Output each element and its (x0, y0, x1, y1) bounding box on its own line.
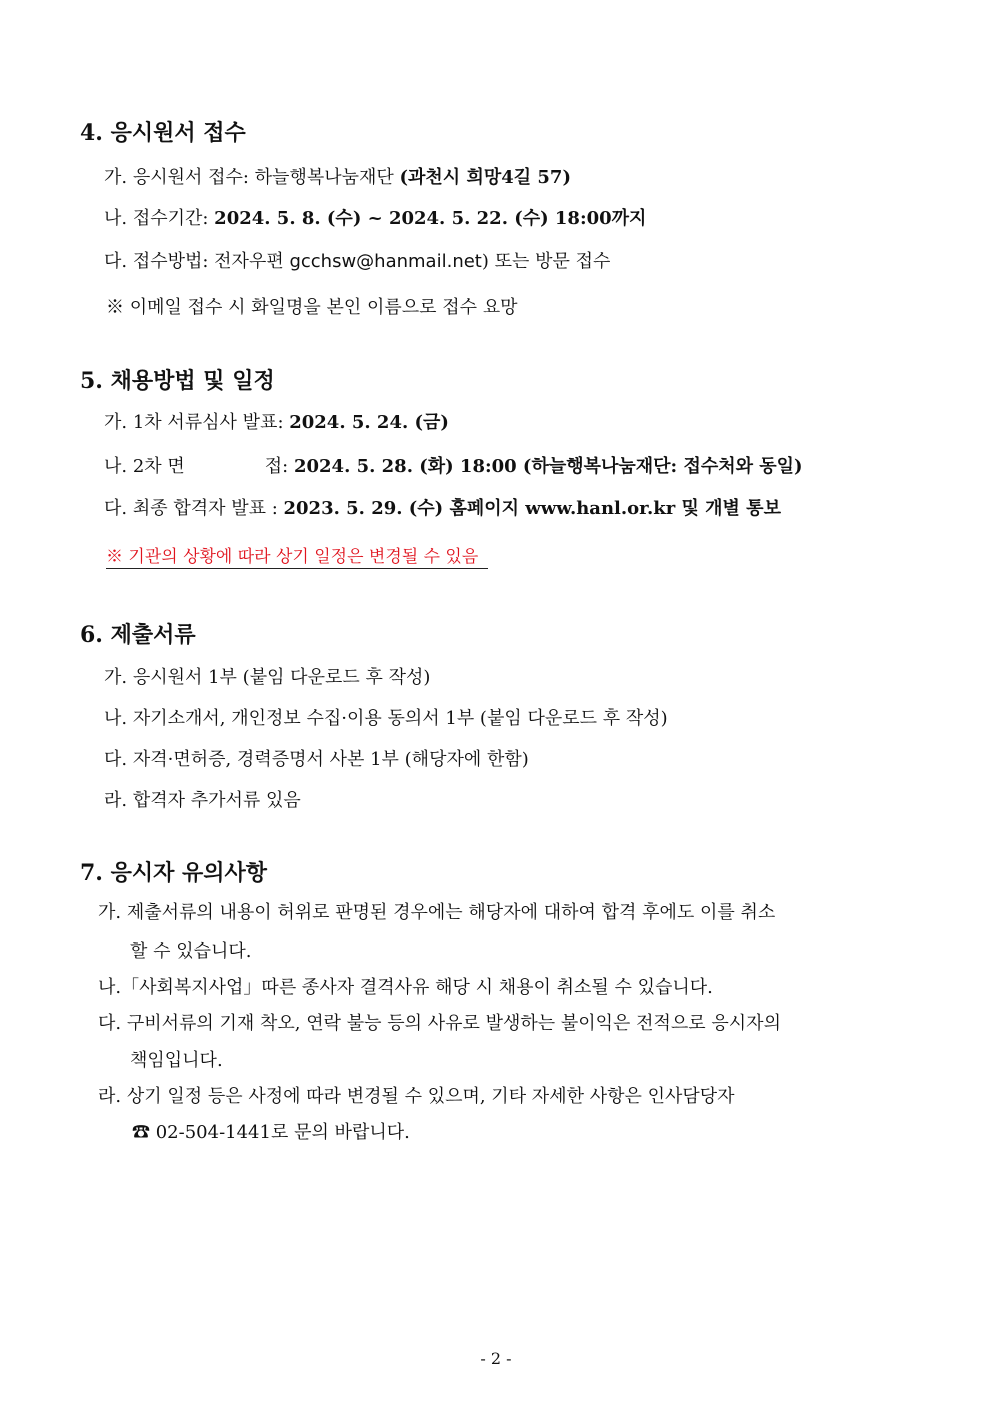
section7-item-c-line2: 책임입니다. (130, 1050, 223, 1071)
section7-item-a-line2: 할 수 있습니다. (130, 941, 252, 962)
section5-item-a: 가. 1차 서류심사 발표: 2024. 5. 24. (금) (104, 412, 449, 433)
section5-note: ※ 기관의 상황에 따라 상기 일정은 변경될 수 있음 (106, 542, 488, 569)
section5-item-c: 다. 최종 합격자 발표 : 2023. 5. 29. (수) 홈페이지 www.hanl.or.kr 및 개별 통보 (104, 498, 781, 519)
section5-title: 5. 채용방법 및 일정 (80, 368, 275, 394)
section5-item-b: 나. 2차 면 접: 2024. 5. 28. (화) 18:00 (하늘행복나눔재단: 접수처와 동일) (104, 456, 803, 477)
section6-item: 라. 합격자 추가서류 있음 (104, 790, 301, 811)
section7-item-d-line1: 라. 상기 일정 등은 사정에 따라 변경될 수 있으며, 기타 자세한 사항은 인사담당자 (98, 1086, 735, 1107)
section7-title: 7. 응시자 유의사항 (80, 860, 268, 886)
section4-title: 4. 응시원서 접수 (80, 120, 246, 146)
section6-title: 6. 제출서류 (80, 622, 196, 648)
email-link[interactable]: gcchsw@hanmail.net (289, 251, 482, 272)
phone-icon: ☎ (132, 1122, 150, 1143)
section7-item-b: 나.「사회복지사업」따른 종사자 결격사유 해당 시 채용이 취소될 수 있습니다. (98, 977, 713, 998)
section4-item-b: 나. 접수기간: 2024. 5. 8. (수) ~ 2024. 5. 22. (수) 18:00까지 (104, 208, 647, 229)
section7-item-c-line1: 다. 구비서류의 기재 착오, 연락 불능 등의 사유로 발생하는 불이익은 전적으로 응시자의 (98, 1013, 781, 1034)
section7-item-d-line2: ☎ 02-504-1441로 문의 바랍니다. (132, 1122, 410, 1143)
section4-item-a: 가. 응시원서 접수: 하늘행복나눔재단 (과천시 희망4길 57) (104, 167, 571, 188)
section6-item: 다. 자격·면허증, 경력증명서 사본 1부 (해당자에 한함) (104, 749, 529, 770)
page-number: - 2 - (480, 1349, 512, 1368)
section6-item: 가. 응시원서 1부 (붙임 다운로드 후 작성) (104, 667, 431, 688)
section7-item-a-line1: 가. 제출서류의 내용이 허위로 판명된 경우에는 해당자에 대하여 합격 후에도 이를 취소 (98, 902, 776, 923)
section4-note: ※ 이메일 접수 시 화일명을 본인 이름으로 접수 요망 (106, 297, 518, 318)
section6-item: 나. 자기소개서, 개인정보 수집·이용 동의서 1부 (붙임 다운로드 후 작성) (104, 708, 668, 729)
section4-item-c: 다. 접수방법: 전자우편 gcchsw@hanmail.net) 또는 방문 접수 (104, 251, 611, 272)
